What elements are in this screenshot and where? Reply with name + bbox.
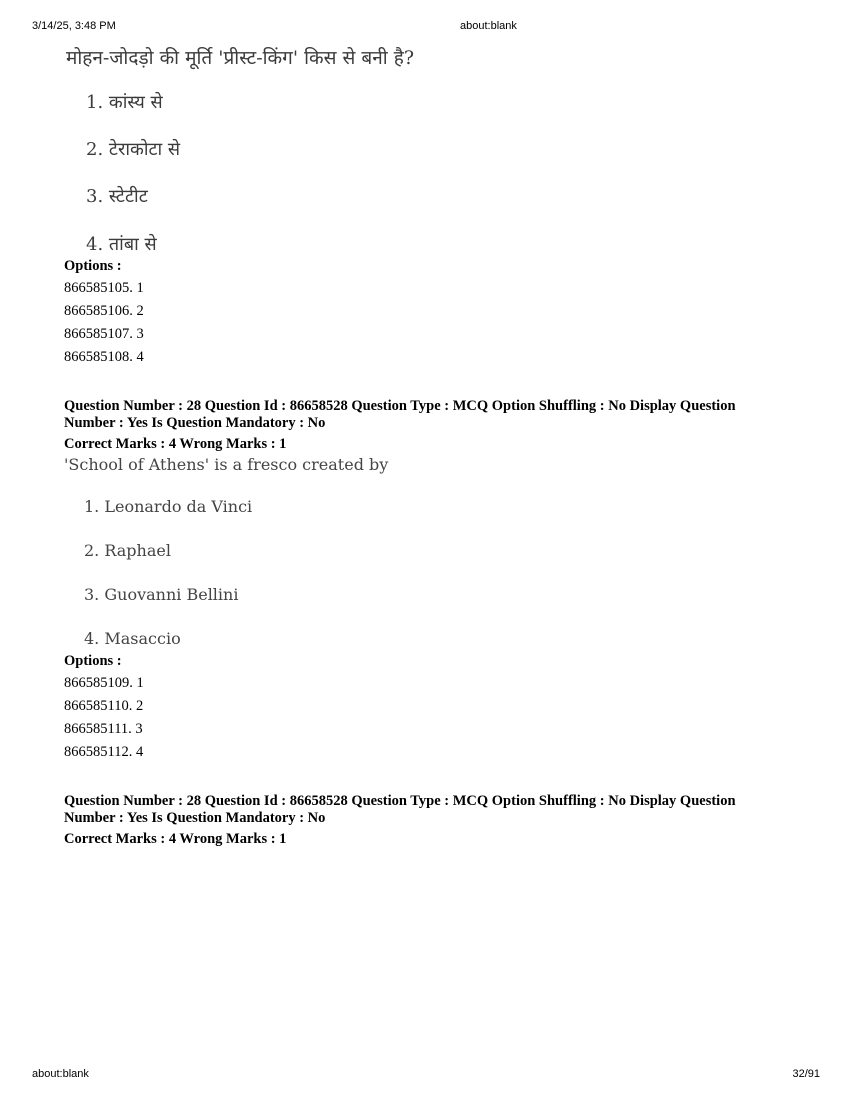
- question-1-stem: मोहन-जोदड़ो की मूर्ति 'प्रीस्ट-किंग' किस से बनी है?: [66, 47, 415, 69]
- option-id: 866585111. 3: [64, 721, 143, 737]
- option-id: 866585105. 1: [64, 280, 144, 296]
- question-3-meta: Question Number : 28 Question Id : 86658528 Question Type : MCQ Option Shuffling : No Display Question: [64, 793, 736, 809]
- question-2-choice: 1. Leonardo da Vinci: [84, 497, 253, 516]
- option-id: 866585109. 1: [64, 675, 144, 691]
- question-2-marks: Correct Marks : 4 Wrong Marks : 1: [64, 436, 287, 452]
- question-1-choice: 3. स्टेटीट: [86, 186, 148, 207]
- question-3-meta-cont: Number : Yes Is Question Mandatory : No: [64, 810, 326, 826]
- options-label: Options :: [64, 653, 122, 669]
- options-label: Options :: [64, 258, 122, 274]
- option-id: 866585110. 2: [64, 698, 144, 714]
- print-url: about:blank: [460, 20, 517, 32]
- footer-url: about:blank: [32, 1068, 89, 1080]
- option-id: 866585106. 2: [64, 303, 144, 319]
- question-2-meta: Question Number : 28 Question Id : 86658528 Question Type : MCQ Option Shuffling : No Display Question: [64, 398, 736, 414]
- print-timestamp: 3/14/25, 3:48 PM: [32, 20, 116, 32]
- question-1-choice: 2. टेराकोटा से: [86, 139, 181, 160]
- question-2-choice: 4. Masaccio: [84, 629, 181, 648]
- option-id: 866585107. 3: [64, 326, 144, 342]
- question-2-stem: 'School of Athens' is a fresco created by: [64, 455, 389, 474]
- question-2-meta-cont: Number : Yes Is Question Mandatory : No: [64, 415, 326, 431]
- option-id: 866585108. 4: [64, 349, 144, 365]
- question-1-choice: 1. कांस्य से: [86, 92, 163, 113]
- question-2-choice: 3. Guovanni Bellini: [84, 585, 239, 604]
- page-number: 32/91: [792, 1068, 820, 1080]
- option-id: 866585112. 4: [64, 744, 144, 760]
- question-2-choice: 2. Raphael: [84, 541, 171, 560]
- question-3-marks: Correct Marks : 4 Wrong Marks : 1: [64, 831, 287, 847]
- question-1-choice: 4. तांबा से: [86, 234, 157, 255]
